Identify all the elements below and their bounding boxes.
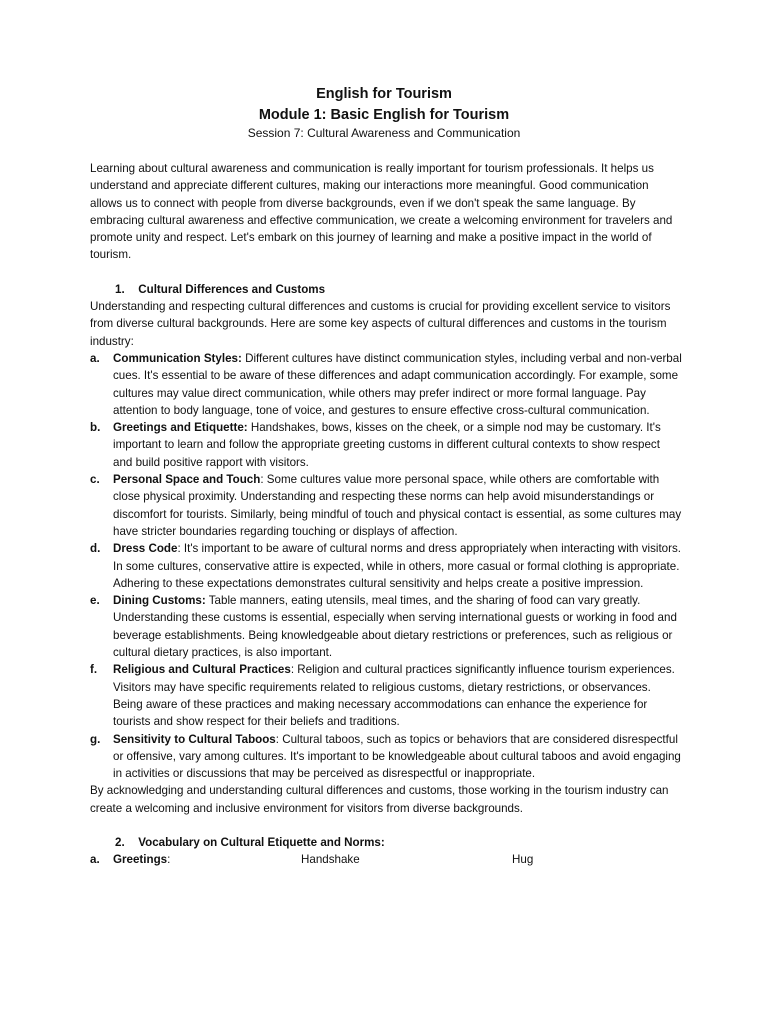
item-text: : It's important to be aware of cultural norms and dress appropriately when interacting with visitors. In some cultures, conservative attire is expected, while in others, more casual or formal clothing is appropriate. Adhering to these expectations demonstrates cultural sensitivity and helps create a positive impression. <box>113 542 681 590</box>
section-1-number: 1. <box>115 282 125 296</box>
item-text: : Cultural taboos, such as topics or behaviors that are considered disrespectful or offensive, vary among cultures. It's important to be knowledgeable about cultural taboos and avoid engaging in activities or discussions that may be perceived as disrespectful or inappropriate. <box>113 732 681 781</box>
vocab-marker: a. <box>90 853 100 867</box>
vocab-term-wrap <box>113 851 170 868</box>
item-term: Greetings and Etiquette: <box>113 421 248 435</box>
list-item <box>90 731 682 783</box>
item-text: : Religion and cultural practices significantly influence tourism experiences. Visitors may have specific requirements related to religious customs, dietary restrictions, or observances. Being aware of these practices and making necessary accommodations can enhance the experience for tourists and show respect for their beliefs and traditions. <box>113 663 675 729</box>
list-marker: a. <box>90 351 100 365</box>
item-term: Dress Code <box>113 542 178 556</box>
document-body <box>90 160 682 868</box>
item-term: Personal Space and Touch <box>113 473 261 487</box>
section-1-closing: By acknowledging and understanding cultural differences and customs, those working in the tourism industry can create a welcoming and inclusive environment for visitors from diverse backgrounds. <box>90 784 669 815</box>
item-term: Religious and Cultural Practices <box>113 663 291 677</box>
vocab-example: Handshake <box>301 853 360 867</box>
item-term: Dining Customs: <box>113 594 206 608</box>
vocab-colon: : <box>167 853 171 867</box>
vocab-example: Hug <box>512 853 534 867</box>
list-marker: d. <box>90 542 101 556</box>
item-term: Sensitivity to Cultural Taboos <box>113 732 276 746</box>
list-item <box>90 471 682 540</box>
document-title: English for Tourism <box>316 86 452 102</box>
list-item <box>90 350 682 419</box>
item-term: Communication Styles: <box>113 351 242 365</box>
list-marker: b. <box>90 421 101 435</box>
section-1-heading <box>90 281 682 298</box>
vocab-row <box>90 851 682 868</box>
list-marker: e. <box>90 594 100 608</box>
list-item <box>90 592 682 661</box>
item-text: Different cultures have distinct communication styles, including verbal and non-verbal cues. It's essential to be aware of these differences and adapt communication accordingly. For example, some cultures may value direct communication, while others may prefer indirect or more formal language. Pay attention to body language, tone of voice, and gestures to ensure effective cross-cultural communication. <box>113 351 682 417</box>
list-item <box>90 661 682 730</box>
list-marker: c. <box>90 473 100 487</box>
section-2-title: Vocabulary on Cultural Etiquette and Norms: <box>138 835 385 849</box>
section-1-intro: Understanding and respecting cultural differences and customs is crucial for providing excellent service to visitors from diverse cultural backgrounds. Here are some key aspects of cultural differences and customs in the tourism industry: <box>90 300 671 348</box>
section-1-title: Cultural Differences and Customs <box>138 282 326 296</box>
list-item <box>90 540 682 592</box>
item-text: Table manners, eating utensils, meal times, and the sharing of food can vary greatly. Understanding these customs is essential, especially when serving international guests or working in food and beverage establishments. Being knowledgeable about dietary restrictions or preferences, such as religious or cultural dietary practices, is also important. <box>113 594 677 660</box>
cultural-aspects-list <box>90 350 682 782</box>
vocab-term: Greetings <box>113 853 168 867</box>
section-2-heading <box>90 834 682 851</box>
list-item <box>90 419 682 471</box>
intro-paragraph: Learning about cultural awareness and communication is really important for tourism professionals. It helps us understand and appreciate different cultures, making our interactions more meaningful. Good communication allows us to connect with people from diverse backgrounds, even if we don't speak the same language. By embracing cultural awareness and effective communication, we create a welcoming environment for travelers and promote unity and respect. Let's embark on this journey of learning and make a positive impact in the world of tourism. <box>90 162 673 262</box>
list-marker: f. <box>90 663 98 677</box>
item-text: : Some cultures value more personal space, while others are comfortable with close physical proximity. Understanding and respecting these norms can help avoid misunderstandings or discomfort for tourists. Similarly, being mindful of touch and physical contact is essential, as some cultures may have stricter boundaries regarding touching or displays of affection. <box>113 473 682 538</box>
module-title: Module 1: Basic English for Tourism <box>258 107 510 123</box>
list-marker: g. <box>90 732 101 746</box>
item-text: Handshakes, bows, kisses on the cheek, or a simple nod may be customary. It's important to learn and follow the appropriate greeting customs in different cultural contexts to show respect and build positive rapport with visitors. <box>113 421 661 469</box>
session-subtitle: Session 7: Cultural Awareness and Communication <box>247 126 521 140</box>
section-2-number: 2. <box>115 835 125 849</box>
